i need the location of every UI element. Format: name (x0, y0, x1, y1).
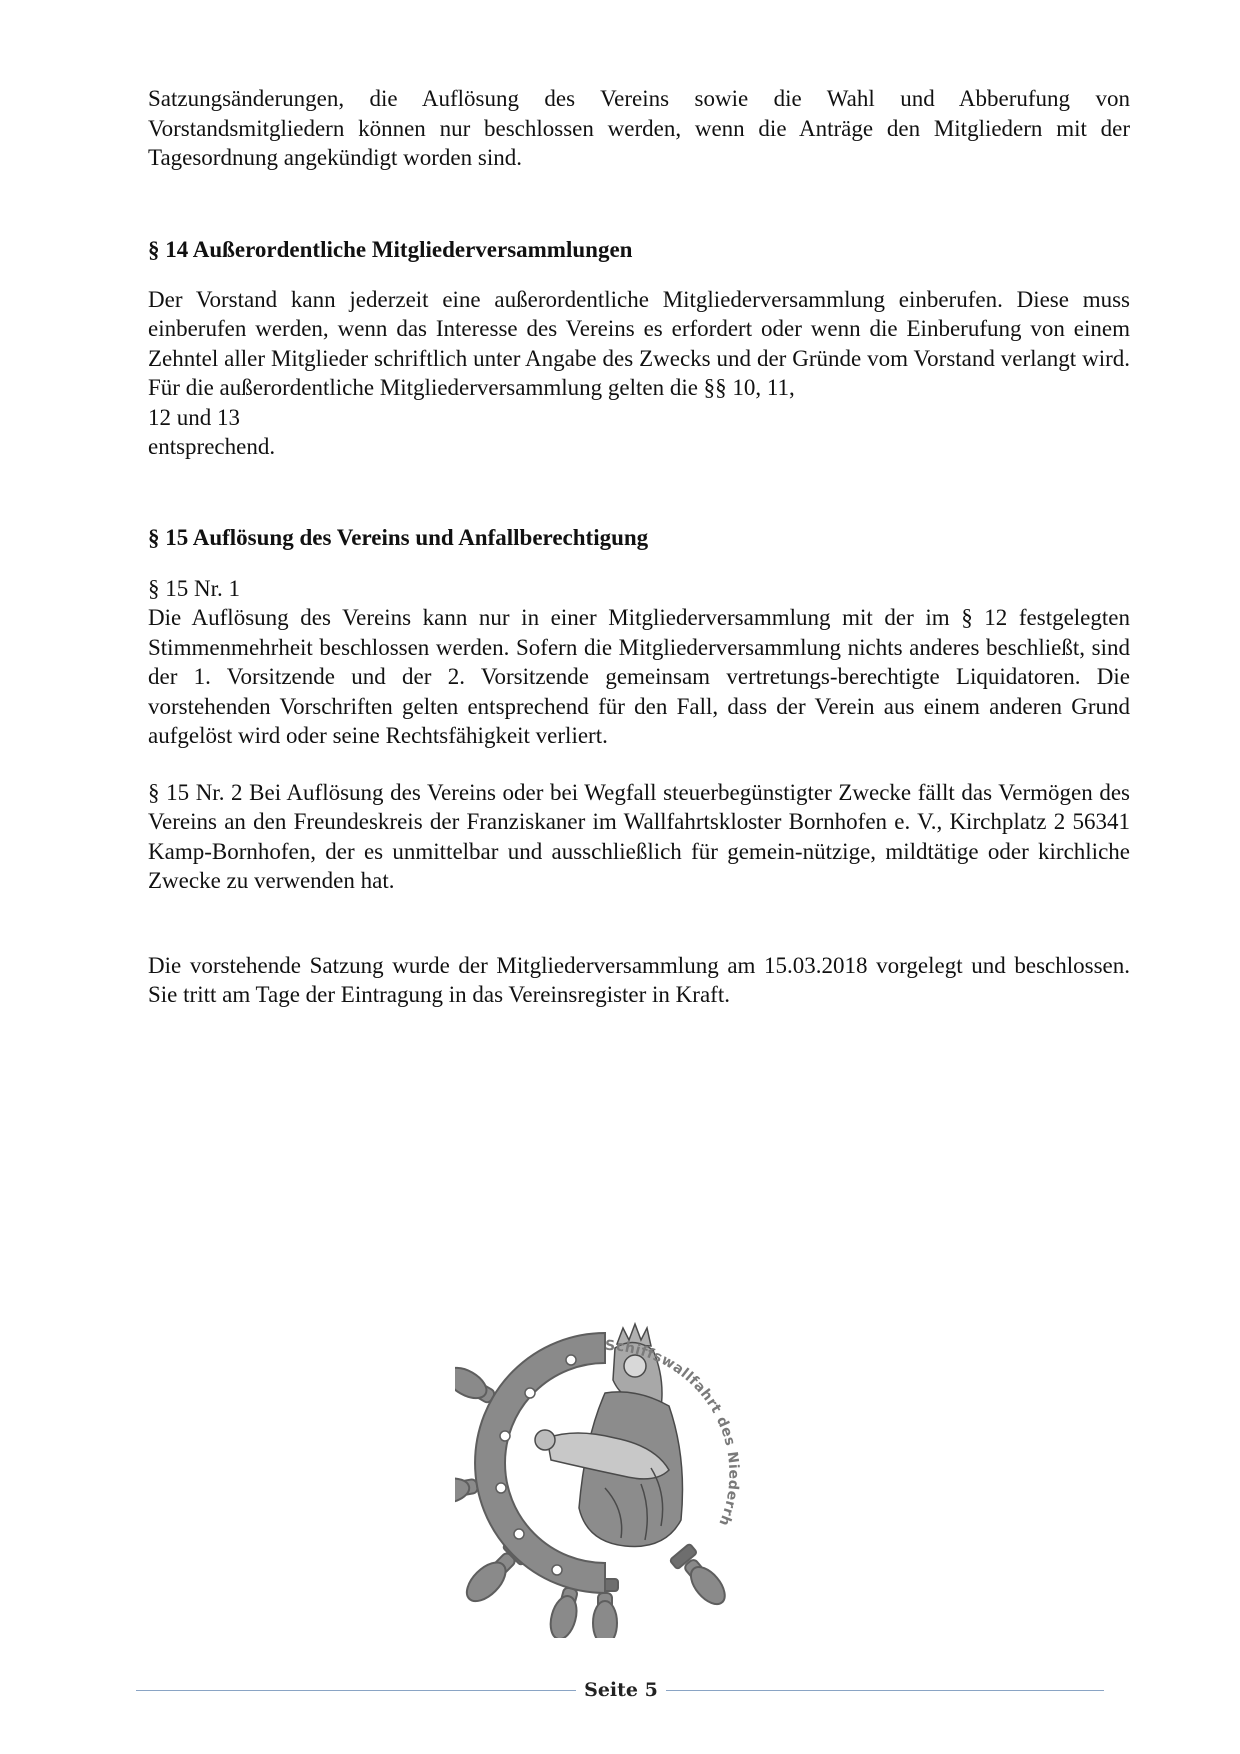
closing-paragraph: Die vorstehende Satzung wurde der Mitgliederversammlung am 15.03.2018 vorgelegt und beschlossen. Sie tritt am Tage der Eintragung in das Vereinsregister in Kraft. (148, 952, 1130, 1007)
footer-rule-left (136, 1690, 576, 1691)
section-15-heading: § 15 Auflösung des Vereins und Anfallberechtigung (148, 524, 649, 550)
section-14-body (148, 285, 1130, 462)
section-14-body-line3: entsprechend. (148, 434, 276, 459)
ship-wheel-pieta-logo-icon (455, 1288, 755, 1638)
document-page (148, 84, 1130, 1010)
page-footer (136, 1676, 1104, 1706)
footer-rule-right (666, 1690, 1104, 1691)
section-15-nr2: § 15 Nr. 2 Bei Auflösung des Vereins oder bei Wegfall steuerbegünstigter Zwecke fällt das Vermögen des Vereins an den Freundeskreis der Franziskaner im Wallfahrtskloster Bornhofen e. V., Kirchplatz 2 56341 Kamp-Bornhofen, der es unmittelbar und ausschließlich für gemein-nützige, mildtätige oder kirchliche Zwecke zu verwenden hat. (148, 779, 1130, 893)
section-14-body-line2: 12 und 13 (148, 404, 240, 430)
section-15-nr1 (148, 574, 1130, 751)
section-15-nr1-body: Die Auflösung des Vereins kann nur in einer Mitgliederversammlung mit der im § 12 festgelegten Stimmenmehrheit beschlossen werden. Sofern die Mitgliederversammlung nichts anderes beschließt, sind der 1. Vorsitzende und der 2. Vorsitzende gemeinsam vertretungs-berechtigte Liquidatoren. Die vorstehenden Vorschriften gelten entsprechend für den Fall, dass der Verein aus einem anderen Grund aufgelöst wird oder seine Rechtsfähigkeit verliert. (148, 605, 1130, 748)
logo-ring-text: Schiffswallfahrt des Niederrh (604, 1337, 742, 1529)
section-14-heading: § 14 Außerordentliche Mitgliederversammlungen (148, 236, 633, 262)
section-15-nr1-label: § 15 Nr. 1 (148, 575, 240, 601)
section-14-body-text: Der Vorstand kann jederzeit eine außerordentliche Mitgliederversammlung einberufen. Diese muss einberufen werden, wenn das Interesse des Vereins es erfordert oder wenn die Einberufung von einem Zehntel aller Mitglieder schriftlich unter Angabe des Zwecks und der Gründe vom Vorstand verlangt wird. Für die außerordentliche Mitgliederversammlung gelten die §§ 10, 11, (148, 286, 1130, 400)
page-number: Seite 5 (584, 1679, 658, 1701)
intro-paragraph: Satzungsänderungen, die Auflösung des Vereins sowie die Wahl und Abberufung von Vorstandsmitgliedern können nur beschlossen werden, wenn die Anträge den Mitgliedern mit der Tagesordnung angekündigt worden sind. (148, 86, 1130, 170)
